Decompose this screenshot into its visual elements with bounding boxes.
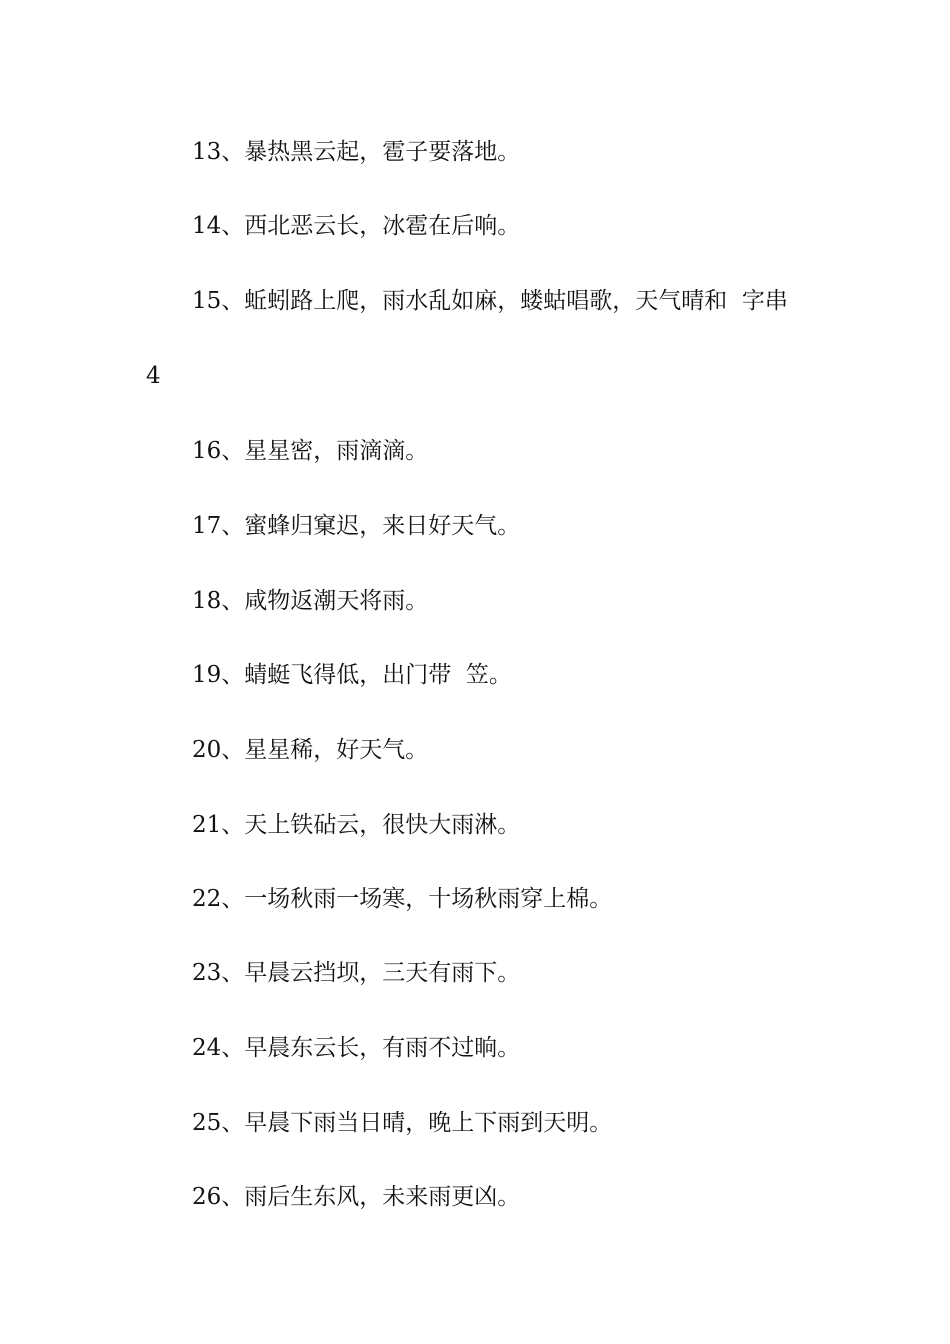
text-line-15-continuation: 4 (146, 363, 161, 389)
text-line-15: 15、蚯蚓路上爬，雨水乱如麻，蝼蛄唱歌，天气晴和 字串 (192, 288, 788, 314)
text-line-24: 24、早晨东云长，有雨不过晌。 (192, 1035, 521, 1061)
text-line-23: 23、早晨云挡坝，三天有雨下。 (192, 960, 521, 986)
text-line-18: 18、咸物返潮天将雨。 (192, 588, 429, 614)
text-line-26: 26、雨后生东风，未来雨更凶。 (192, 1184, 521, 1210)
text-line-13: 13、暴热黑云起，雹子要落地。 (192, 139, 521, 165)
text-line-14: 14、西北恶云长，冰雹在后响。 (192, 213, 521, 239)
text-line-19: 19、蜻蜓飞得低，出门带 笠。 (192, 662, 512, 688)
text-line-21: 21、天上铁砧云，很快大雨淋。 (192, 812, 521, 838)
text-line-20: 20、星星稀，好天气。 (192, 737, 429, 763)
text-line-22: 22、一场秋雨一场寒，十场秋雨穿上棉。 (192, 886, 613, 912)
text-line-16: 16、星星密，雨滴滴。 (192, 438, 429, 464)
text-line-17: 17、蜜蜂归窠迟，来日好天气。 (192, 513, 521, 539)
text-line-25: 25、早晨下雨当日晴，晚上下雨到天明。 (192, 1110, 613, 1136)
